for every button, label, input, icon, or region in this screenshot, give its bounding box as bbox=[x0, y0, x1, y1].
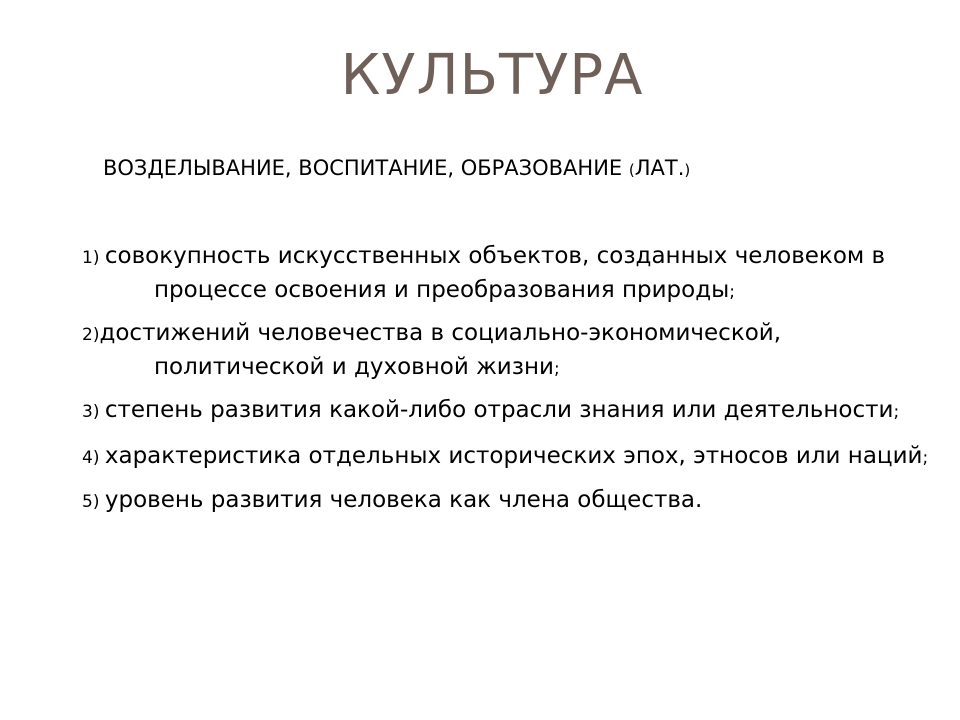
item-text: характеристика отдельных исторических эпох, этносов или наций bbox=[104, 443, 923, 469]
list-item bbox=[82, 440, 942, 474]
list-item bbox=[82, 317, 942, 385]
item-number: 4) bbox=[82, 448, 105, 468]
item-text: совокупность искусственных объектов, созданных человеком в процессе освоения и преобразования природы bbox=[104, 243, 886, 303]
definition-list bbox=[82, 240, 942, 518]
subtitle-paren-close: ) bbox=[684, 161, 691, 179]
item-number: 2) bbox=[82, 325, 100, 345]
item-number: 3) bbox=[82, 402, 105, 422]
item-number: 1) bbox=[82, 248, 105, 268]
slide-title: КУЛЬТУРА bbox=[340, 43, 644, 108]
item-text: уровень развития человека как члена общества. bbox=[104, 487, 703, 513]
list-item bbox=[82, 240, 942, 308]
item-end: ; bbox=[553, 359, 560, 379]
item-text: достижений человечества в социально-экономической, политической и духовной жизни bbox=[99, 320, 782, 380]
list-item bbox=[82, 394, 942, 428]
subtitle-paren-open: ( bbox=[628, 161, 635, 179]
subtitle-lat: ЛАТ. bbox=[634, 156, 685, 180]
list-item bbox=[82, 484, 942, 518]
item-number: 5) bbox=[82, 492, 105, 512]
subtitle-main: ВОЗДЕЛЫВАНИЕ, ВОСПИТАНИЕ, ОБРАЗОВАНИЕ bbox=[103, 156, 629, 180]
subtitle bbox=[103, 156, 690, 180]
item-end: ; bbox=[893, 402, 900, 422]
item-end: ; bbox=[729, 282, 736, 302]
item-end: ; bbox=[922, 448, 929, 468]
item-text: степень развития какой-либо отрасли знания или деятельности bbox=[104, 397, 894, 423]
